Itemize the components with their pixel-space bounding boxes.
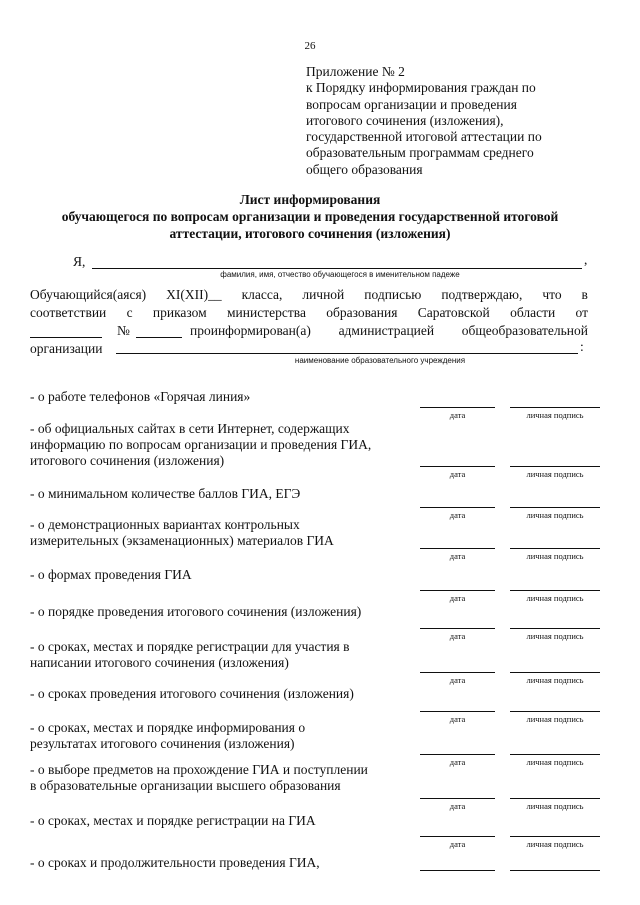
signature-caption: личная подпись bbox=[526, 551, 584, 561]
appendix-line: общего образования bbox=[306, 161, 423, 177]
word: класса, bbox=[241, 287, 283, 302]
informing-item-line: информацию по вопросам организации и проведения ГИА, bbox=[30, 437, 372, 452]
signature-caption: личная подпись bbox=[526, 631, 584, 641]
informing-item-line: измерительных (экзаменационных) материалов ГИА bbox=[30, 533, 334, 548]
date-field-line[interactable] bbox=[420, 870, 495, 871]
date-caption: дата bbox=[449, 593, 466, 603]
informing-item-text bbox=[30, 639, 420, 671]
title-line: обучающегося по вопросам организации и проведения государственной итоговой bbox=[61, 209, 559, 224]
title-line: аттестации, итогового сочинения (изложения) bbox=[169, 226, 451, 241]
order-date-field-line[interactable] bbox=[30, 337, 102, 338]
date-field-line[interactable] bbox=[420, 836, 495, 837]
signature-field-line[interactable] bbox=[510, 548, 600, 549]
date-field-line[interactable] bbox=[420, 628, 495, 629]
signature-caption: личная подпись bbox=[526, 675, 584, 685]
informing-item-text bbox=[30, 567, 420, 583]
appendix-line: государственной итоговой аттестации по bbox=[306, 129, 542, 145]
date-field-line[interactable] bbox=[420, 590, 495, 591]
informing-item-line: - о формах проведения ГИА bbox=[30, 567, 192, 582]
signature-field-line[interactable] bbox=[510, 466, 600, 467]
date-caption: дата bbox=[449, 510, 466, 520]
word: образования bbox=[326, 305, 398, 320]
word: министерства bbox=[227, 305, 306, 320]
appendix-line: Приложение № 2 bbox=[306, 64, 405, 79]
date-caption: дата bbox=[449, 757, 466, 767]
signature-field-line[interactable] bbox=[510, 798, 600, 799]
signature-caption: личная подпись bbox=[526, 801, 584, 811]
informing-item-line: - о сроках и продолжительности проведения ГИА, bbox=[30, 855, 320, 870]
word: области bbox=[510, 305, 556, 320]
number-sign: № bbox=[117, 323, 130, 338]
signature-field-line[interactable] bbox=[510, 672, 600, 673]
statement-line-3: проинформирован(а) администрацией общеобразовательной bbox=[190, 323, 588, 338]
informing-item-line: результатах итогового сочинения (изложения) bbox=[30, 736, 295, 751]
signature-field-line[interactable] bbox=[510, 590, 600, 591]
informing-item-line: - о минимальном количестве баллов ГИА, ЕГЭ bbox=[30, 486, 301, 501]
order-number-field-line[interactable] bbox=[136, 337, 182, 338]
date-caption: дата bbox=[449, 631, 466, 641]
name-field-caption: фамилия, имя, отчество обучающегося в именительном падеже bbox=[220, 270, 460, 279]
signature-caption: личная подпись bbox=[526, 757, 584, 767]
statement-line-1 bbox=[30, 287, 588, 303]
word: от bbox=[575, 305, 588, 320]
name-field-line[interactable] bbox=[92, 268, 582, 269]
date-field-line[interactable] bbox=[420, 507, 495, 508]
signature-caption: личная подпись bbox=[526, 593, 584, 603]
word: приказом bbox=[152, 305, 207, 320]
informing-item-line: написании итогового сочинения (изложения) bbox=[30, 655, 289, 670]
date-caption: дата bbox=[449, 839, 466, 849]
word: подтверждаю, bbox=[441, 287, 523, 302]
informing-item-text bbox=[30, 517, 420, 549]
statement-line-2 bbox=[30, 305, 588, 321]
informing-item-line: - о порядке проведения итогового сочинения (изложения) bbox=[30, 604, 362, 619]
name-suffix: , bbox=[584, 252, 588, 267]
date-field-line[interactable] bbox=[420, 466, 495, 467]
signature-field-line[interactable] bbox=[510, 754, 600, 755]
signature-field-line[interactable] bbox=[510, 407, 600, 408]
informing-item-line: - о выборе предметов на прохождение ГИА и поступлении bbox=[30, 762, 368, 777]
signature-caption: личная подпись bbox=[526, 839, 584, 849]
informing-item-line: - о сроках, местах и порядке информирования о bbox=[30, 720, 306, 735]
informing-item-line: - о работе телефонов «Горячая линия» bbox=[30, 389, 251, 404]
signature-caption: личная подпись bbox=[526, 469, 584, 479]
informing-item-text bbox=[30, 686, 420, 702]
informing-item-line: - о демонстрационных вариантах контрольных bbox=[30, 517, 300, 532]
date-caption: дата bbox=[449, 410, 466, 420]
signature-caption: личная подпись bbox=[526, 510, 584, 520]
informing-item-line: - об официальных сайтах в сети Интернет, содержащих bbox=[30, 421, 350, 436]
date-field-line[interactable] bbox=[420, 754, 495, 755]
signature-field-line[interactable] bbox=[510, 711, 600, 712]
name-prefix: Я, bbox=[73, 254, 86, 269]
organization-field-line[interactable] bbox=[116, 353, 578, 354]
signature-field-line[interactable] bbox=[510, 628, 600, 629]
informing-item-text bbox=[30, 720, 420, 752]
date-field-line[interactable] bbox=[420, 711, 495, 712]
date-field-line[interactable] bbox=[420, 548, 495, 549]
word: личной bbox=[302, 287, 345, 302]
informing-item-line: - о сроках, местах и порядке регистрации для участия в bbox=[30, 639, 350, 654]
appendix-line: итогового сочинения (изложения), bbox=[306, 112, 504, 128]
word: Обучающийся(аяся) bbox=[30, 287, 147, 302]
date-caption: дата bbox=[449, 714, 466, 724]
informing-item-line: в образовательные организации высшего образования bbox=[30, 778, 341, 793]
organization-suffix: : bbox=[580, 339, 584, 354]
informing-item-text bbox=[30, 421, 420, 469]
appendix-header bbox=[306, 64, 606, 178]
organization-field-caption: наименование образовательного учреждения bbox=[294, 356, 466, 365]
signature-field-line[interactable] bbox=[510, 507, 600, 508]
date-caption: дата bbox=[449, 675, 466, 685]
word: Саратовской bbox=[417, 305, 490, 320]
informing-item-text bbox=[30, 389, 420, 405]
appendix-line: образовательным программам среднего bbox=[306, 145, 534, 161]
informing-item-line: итогового сочинения (изложения) bbox=[30, 453, 225, 468]
informing-item-text bbox=[30, 855, 420, 871]
document-title bbox=[0, 191, 620, 242]
informing-item-text bbox=[30, 604, 420, 620]
date-caption: дата bbox=[449, 469, 466, 479]
appendix-line: к Порядку информирования граждан по bbox=[306, 80, 536, 96]
word: что bbox=[542, 287, 562, 302]
informing-item-text bbox=[30, 813, 420, 829]
page-number: 26 bbox=[304, 40, 316, 52]
word: в bbox=[581, 287, 588, 302]
signature-caption: личная подпись bbox=[526, 714, 584, 724]
date-field-line[interactable] bbox=[420, 407, 495, 408]
title-line: Лист информирования bbox=[239, 192, 381, 207]
word: XI(XII)__ bbox=[166, 287, 222, 302]
signature-caption: личная подпись bbox=[526, 410, 584, 420]
word: соответствии bbox=[30, 305, 107, 320]
date-field-line[interactable] bbox=[420, 672, 495, 673]
informing-item-line: - о сроках, местах и порядке регистрации на ГИА bbox=[30, 813, 316, 828]
signature-field-line[interactable] bbox=[510, 836, 600, 837]
word: с bbox=[126, 305, 133, 320]
informing-item-line: - о сроках проведения итогового сочинения (изложения) bbox=[30, 686, 354, 701]
word: подписью bbox=[364, 287, 422, 302]
signature-field-line[interactable] bbox=[510, 870, 600, 871]
informing-item-text bbox=[30, 762, 420, 794]
informing-item-text bbox=[30, 486, 420, 502]
date-caption: дата bbox=[449, 801, 466, 811]
organization-prefix: организации bbox=[30, 341, 103, 356]
date-caption: дата bbox=[449, 551, 466, 561]
appendix-line: вопросам организации и проведения bbox=[306, 96, 517, 112]
date-field-line[interactable] bbox=[420, 798, 495, 799]
